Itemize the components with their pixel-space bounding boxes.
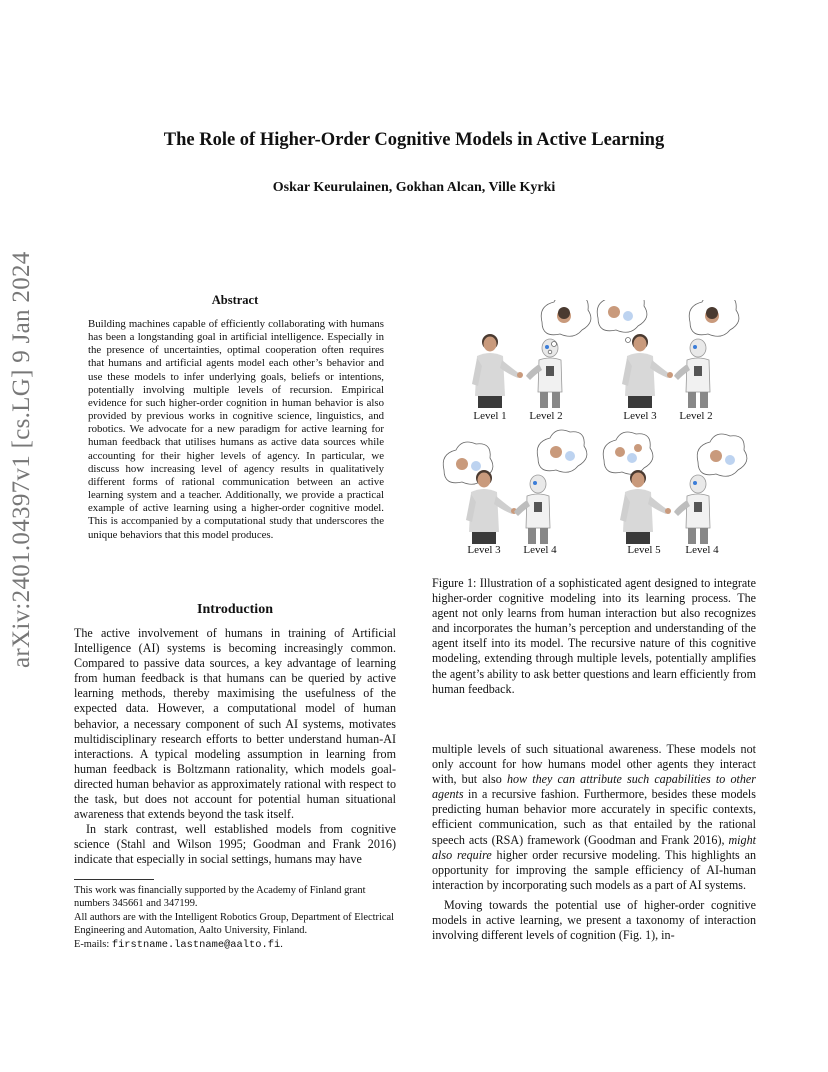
row-1-illustration xyxy=(472,300,739,408)
funding-footnote: This work was financially supported by the Academy of Finland grant numbers 345661 and 347199. xyxy=(74,885,366,909)
figure-label-level-2: Level 2 xyxy=(529,410,563,422)
figure-label-level-4b: Level 4 xyxy=(685,544,719,556)
email-address: firstname.lastname@aalto.fi xyxy=(111,938,281,951)
right-p1-text-c: in a recursive fashion. Furthermore, besides these models predicting human behavior more accurately in specific contexts, efficient communication, such as that entailed by the rational speech acts (RSA) framework (Goodman and Frank 2016), xyxy=(432,787,756,847)
right-p1-text-e: higher order recursive modeling. This highlights an opportunity for improving the sample efficiency of AI-human interaction by incorporating such models as a part of AI systems. xyxy=(432,847,756,892)
intro-paragraph-1: The active involvement of humans in training of Artificial Intelligence (AI) systems is becoming increasingly common. Compared to passive data sources, a key advantage of learning from human feedback is that humans can be queried by active learning methods, thereby maximising the usefulness of the expected data. However, a computational model of human behavior, a necessary component of such AI systems, motivates multidisciplinary research efforts to better understand human-AI interactions. A typical modeling assumption in learning from human feedback is Boltzmann rationality, which models goal-directed human behavior as approximately rational with respect to the task, but does not account for potential human situational awareness that extends beyond the task itself. xyxy=(74,626,396,822)
affiliation-footnote: All authors are with the Intelligent Robotics Group, Department of Electrical Engineering and Automation, Aalto University, Finland. xyxy=(74,911,394,936)
email-footnote xyxy=(74,939,396,952)
right-p1-emphasis-b: might also require xyxy=(432,832,756,862)
figure-label-level-5: Level 5 xyxy=(627,544,661,556)
email-end: . xyxy=(280,938,283,950)
figure-label-level-3b: Level 3 xyxy=(467,544,501,556)
footnotes xyxy=(74,885,396,953)
right-paragraph-2: Moving towards the potential use of higher-order cognitive models in active learning, we present a taxonomy of interaction involving different levels of cognition (Fig. 1), in- xyxy=(432,897,756,943)
introduction-body xyxy=(74,626,396,868)
figure-label-level-4: Level 4 xyxy=(523,544,557,556)
email-label: E-mails: xyxy=(74,938,110,950)
right-p1-text-a: multiple levels of such situational awareness. These models not only account for how humans model other agents they interact with, but also xyxy=(432,742,756,787)
abstract-text: Building machines capable of efficiently collaborating with humans has been a longstanding goal in artificial intelligence. Especially in the presence of uncertainties, optimal cooperation often requires that humans and artificial agents model each other’s behavior and use these models to infer underlying goals, beliefs or intentions, potentially involving multiple levels of recursion. Empirical evidence for such higher-order cognition in human behavior is also provided by previous works in cognitive science, linguistics, and robotics. We advocate for a new paradigm for active learning for human feedback that utilises humans as active data sources while accounting for their higher levels of agency. In particular, we discuss how increasing level of agency results in qualitatively different forms of rational communication between an active learning system and a teacher. Additionally, we provide a practical example of active learning using a higher-order cognitive model. This is accompanied by a computational study that underscores the unique behaviors that this model produces. xyxy=(88,318,384,541)
figure-1 xyxy=(430,300,760,562)
right-p1-emphasis-a: how they can attribute such capabilities to other agents xyxy=(432,772,756,802)
abstract-heading: Abstract xyxy=(211,293,259,307)
right-paragraph-1 xyxy=(432,742,756,893)
right-column-body xyxy=(432,742,756,943)
figure-label-level-2b: Level 2 xyxy=(679,410,713,422)
footnote-rule xyxy=(74,879,154,880)
figure-caption: Figure 1: Illustration of a sophisticated agent designed to integrate higher-order cognitive modeling into its learning process. The agent not only learns from human interaction but also recognizes and incorporates the human’s perception and understanding of the agent itself into its model. The recursive nature of this cognitive modeling, extending through multiple levels, potentially amplifies the agent’s ability to ask better questions and learn efficiently from human feedback. xyxy=(432,576,756,696)
author-list: Oskar Keurulainen, Gokhan Alcan, Ville Kyrki xyxy=(272,180,556,195)
row-2-illustration xyxy=(443,430,747,544)
arxiv-stamp: arXiv:2401.04397v1 [cs.LG] 9 Jan 2024 xyxy=(8,251,35,668)
intro-paragraph-2: In stark contrast, well established models from cognitive science (Stahl and Wilson 1995; Goodman and Frank 2016) indicate that especially in social settings, humans may have xyxy=(74,822,396,867)
figure-illustration xyxy=(430,300,760,562)
paper-title: The Role of Higher-Order Cognitive Models in Active Learning xyxy=(163,130,665,150)
introduction-heading: Introduction xyxy=(197,602,273,617)
figure-label-level-1: Level 1 xyxy=(473,410,507,422)
figure-label-level-3: Level 3 xyxy=(623,410,657,422)
